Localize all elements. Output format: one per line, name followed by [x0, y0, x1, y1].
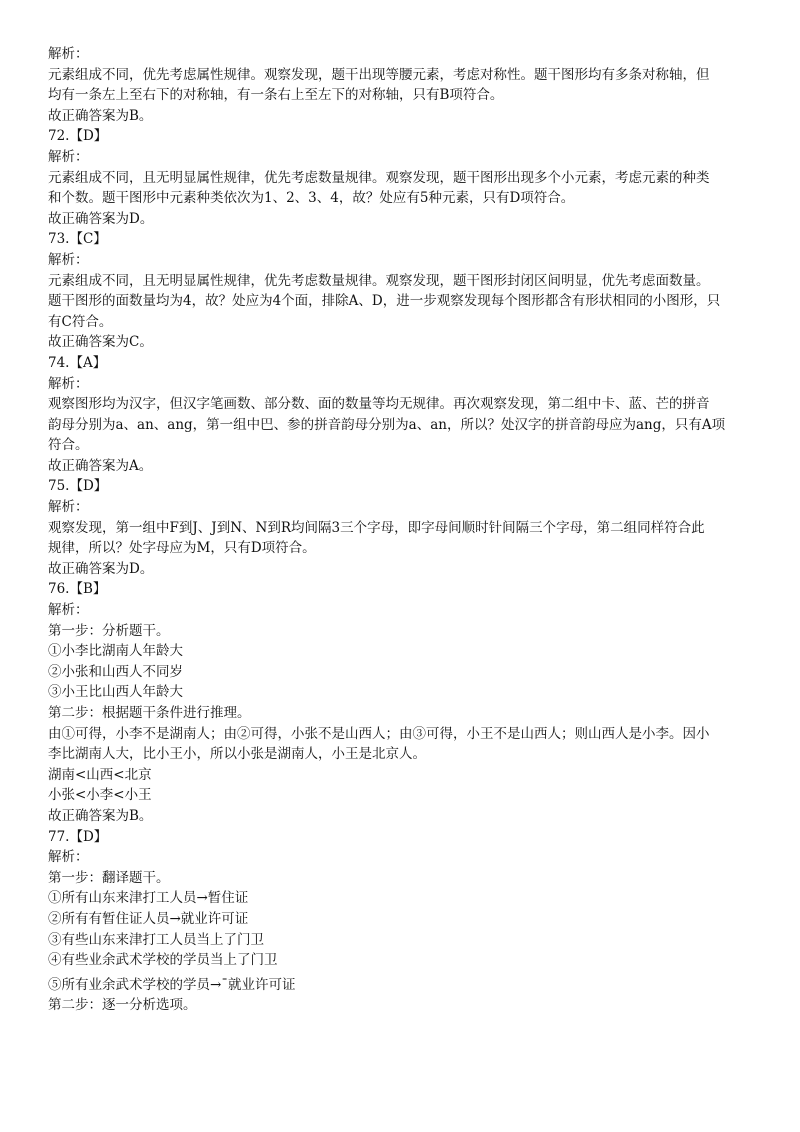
text-line: 均有一条左上至右下的对称轴，有一条右上至左下的对称轴，只有B项符合。 [48, 87, 504, 104]
text-line: 故正确答案为B。 [48, 107, 153, 124]
text-line: 有C符合。 [48, 313, 113, 330]
text-line: 李比湖南人大，比小王小，所以小张是湖南人，小王是北京人。 [48, 746, 426, 763]
text-line: ④有些业余武术学校的学员当上了门卫 [48, 952, 278, 969]
text-line: 韵母分别为a、an、ang，第一组中巴、参的拼音韵母分别为a、an，所以？处汉字的拼音韵母应为ang，只有A项 [48, 416, 726, 433]
answer-explanation-document [48, 44, 760, 1016]
text-line: ③小王比山西人年龄大 [48, 684, 183, 701]
text-line: 观察发现，第一组中F到J、J到N、N到R均间隔3三个字母，即字母间顺时针间隔三个字母，第二组同样符合此 [48, 519, 705, 536]
text-line: 解析： [48, 148, 89, 165]
text-line: 第一步：分析题干。 [48, 622, 170, 639]
text-line: 小张<小李<小王 [48, 787, 152, 804]
text-line: 和个数。题干图形中元素种类依次为1、2、3、4，故？处应有5种元素，只有D项符合。 [48, 190, 575, 207]
text-line: 解析： [48, 849, 89, 866]
text-line: 元素组成不同，且无明显属性规律，优先考虑数量规律。观察发现，题干图形封闭区间明显，优先考虑面数量。 [48, 272, 710, 289]
text-line: 77.【D】 [48, 828, 108, 845]
text-line: 第二步：根据题干条件进行推理。 [48, 705, 251, 721]
text-line: 观察图形均为汉字，但汉字笔画数、部分数、面的数量等均无规律。再次观察发现，第二组中卡、蓝、芒的拼音 [48, 396, 710, 413]
text-line: 72.【D】 [48, 128, 108, 145]
text-line: 故正确答案为C。 [48, 334, 153, 351]
text-line: 解析： [48, 46, 89, 62]
text-line: ①所有山东来津打工人员→暂住证 [48, 890, 249, 907]
text-line: 76.【B】 [48, 581, 107, 598]
text-line: 第一步：翻译题干。 [48, 869, 170, 886]
text-line: 第二步：逐一分析选项。 [48, 997, 197, 1014]
text-line: 元素组成不同，且无明显属性规律，优先考虑数量规律。观察发现，题干图形出现多个小元素，考虑元素的种类 [48, 169, 710, 186]
text-line: 湖南<山西<北京 [48, 766, 152, 783]
text-line: ①小李比湖南人年龄大 [48, 643, 183, 660]
text-line: 故正确答案为A。 [48, 457, 153, 474]
text-line: 符合。 [48, 437, 89, 454]
text-line: ②所有有暂住证人员→就业许可证 [48, 910, 249, 927]
text-line: 元素组成不同，优先考虑属性规律。观察发现，题干出现等腰元素，考虑对称性。题干图形均有多条对称轴，但 [48, 66, 710, 83]
text-line: ⑤所有业余武术学校的学员→¯就业许可证 [48, 976, 296, 993]
text-line: 解析： [48, 602, 89, 619]
text-line: 解析： [48, 251, 89, 268]
text-line: 解析： [48, 499, 89, 516]
text-line: 由①可得，小李不是湖南人；由②可得，小张不是山西人；由③可得，小王不是山西人；则山西人是小李。因小 [48, 725, 710, 742]
text-line: 74.【A】 [48, 354, 107, 371]
text-line: ③有些山东来津打工人员当上了门卫 [48, 931, 264, 948]
text-line: 解析： [48, 375, 89, 392]
text-line: ②小张和山西人不同岁 [48, 663, 183, 680]
text-line: 故正确答案为D。 [48, 560, 154, 577]
text-line: 故正确答案为B。 [48, 807, 153, 824]
text-line: 规律，所以？处字母应为M，只有D项符合。 [48, 540, 316, 557]
text-line: 75.【D】 [48, 478, 108, 495]
text-line: 73.【C】 [48, 231, 107, 248]
text-line: 故正确答案为D。 [48, 210, 154, 227]
text-line: 题干图形的面数量均为4，故？处应为4个面，排除A、D，进一步观察发现每个图形都含有形状相同的小图形，只 [48, 293, 721, 310]
